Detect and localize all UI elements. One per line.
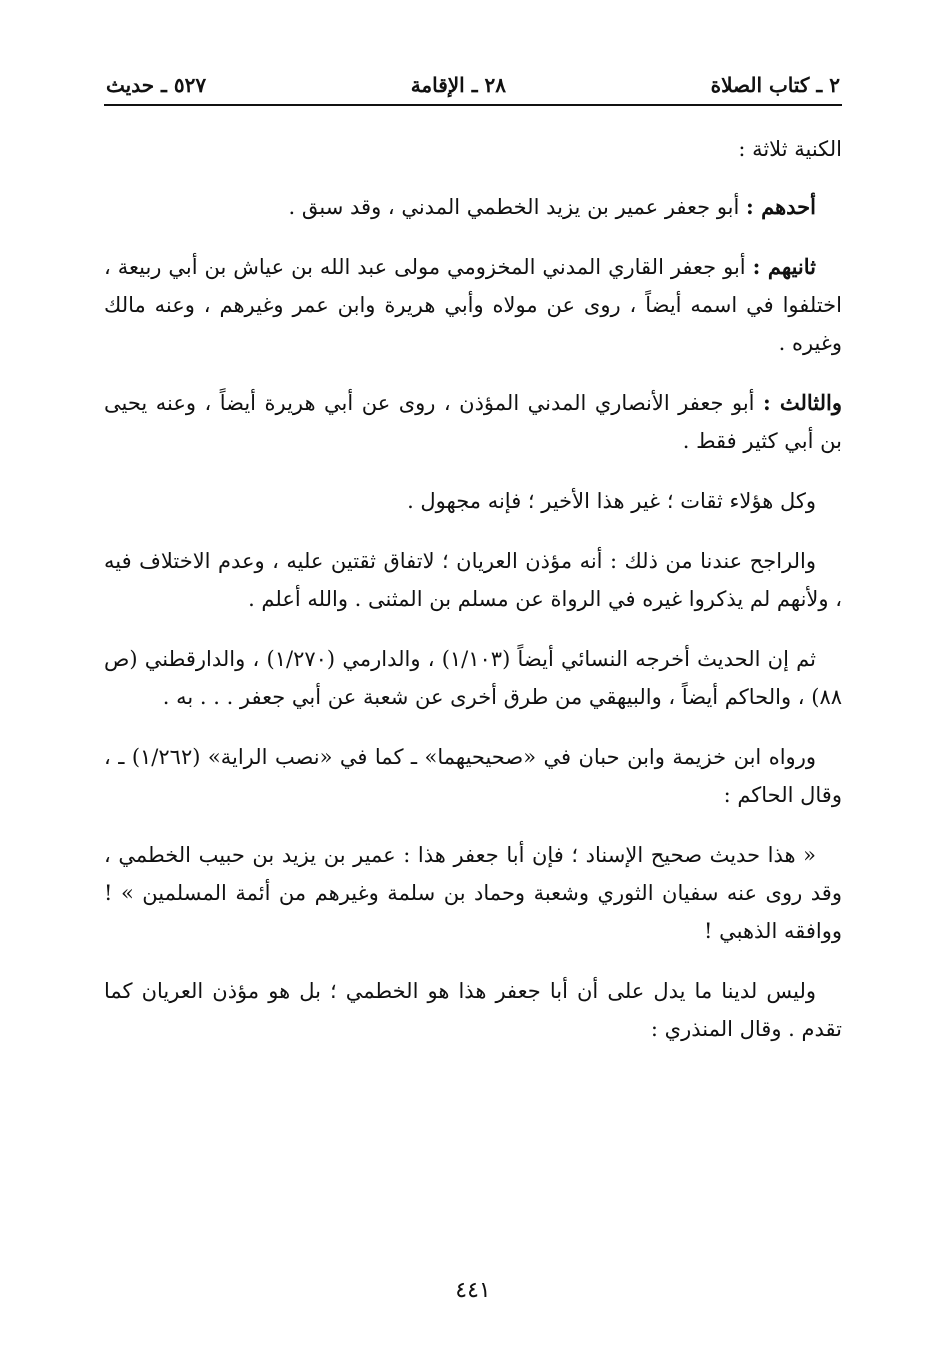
header-hadith-number: ٥٢٧ ـ حديث [106, 73, 207, 97]
paragraph-text: وكل هؤلاء ثقات ؛ غير هذا الأخير ؛ فإنه مجهول . [407, 489, 816, 513]
page-number: ٤٤١ [455, 1278, 491, 1303]
book-page [104, 68, 842, 1338]
paragraph-text: ثم إن الحديث أخرجه النسائي أيضاً (١/١٠٣) ، والدارمي (١/٢٧٠) ، والدارقطني (ص ٨٨) ، والحاكم أيضاً ، والبيهقي من طرق أخرى عن شعبة عن أبي جعفر . . . به . [104, 647, 842, 709]
paragraph-first-narrator [104, 188, 842, 226]
paragraph-lead: ثانيهم : [752, 254, 816, 279]
page-body [104, 130, 842, 1048]
paragraph-ibn-khuzayma [104, 738, 842, 814]
paragraph-preferred-view [104, 542, 842, 618]
paragraph-takhrij [104, 640, 842, 716]
paragraph-reliability [104, 482, 842, 520]
header-book-title: ٢ ـ كتاب الصلاة [710, 73, 840, 97]
paragraph-text: ورواه ابن خزيمة وابن حبان في «صحيحيهما» ـ كما في «نصب الراية» (١/٢٦٢) ـ ، وقال الحاكم : [104, 745, 842, 807]
paragraph-lead: والثالث : [762, 390, 842, 415]
paragraph-third-narrator [104, 384, 842, 460]
paragraph-second-narrator [104, 248, 842, 362]
paragraph-kunya-intro [104, 130, 842, 168]
paragraph-text: أبو جعفر الأنصاري المدني المؤذن ، روى عن أبي هريرة أيضاً ، وعنه يحيى بن أبي كثير فقط . [104, 391, 842, 453]
paragraph-text: أبو جعفر القاري المدني المخزومي مولى عبد الله بن عياش بن أبي ربيعة ، اختلفوا في اسمه أيضاً ، روى عن مولاه وأبي هريرة وابن عمر وغيرهم ، وعنه مالك وغيره . [104, 255, 842, 355]
paragraph-text: « هذا حديث صحيح الإسناد ؛ فإن أبا جعفر هذا : عمير بن يزيد بن حبيب الخطمي ، وقد روى عنه سفيان الثوري وشعبة وحماد بن سلمة وغيرهم من أئمة المسلمين » ! ووافقه الذهبي ! [104, 843, 842, 943]
paragraph-text: وليس لدينا ما يدل على أن أبا جعفر هذا هو الخطمي ؛ بل هو مؤذن العريان كما تقدم . وقال المنذري : [104, 979, 842, 1041]
paragraph-text: الكنية ثلاثة : [738, 137, 842, 161]
paragraph-text: أبو جعفر عمير بن يزيد الخطمي المدني ، وقد سبق . [288, 195, 747, 219]
paragraph-lead: أحدهم : [746, 194, 816, 219]
paragraph-hakim-quote [104, 836, 842, 950]
paragraph-text: والراجح عندنا من ذلك : أنه مؤذن العريان ؛ لاتفاق ثقتين عليه ، وعدم الاختلاف فيه ، ولأنهم لم يذكروا غيره في الرواة عن مسلم بن المثنى . والله أعلم . [104, 549, 842, 611]
running-header [104, 68, 842, 106]
paragraph-conclusion [104, 972, 842, 1048]
header-chapter-title: ٢٨ ـ الإقامة [410, 73, 507, 97]
